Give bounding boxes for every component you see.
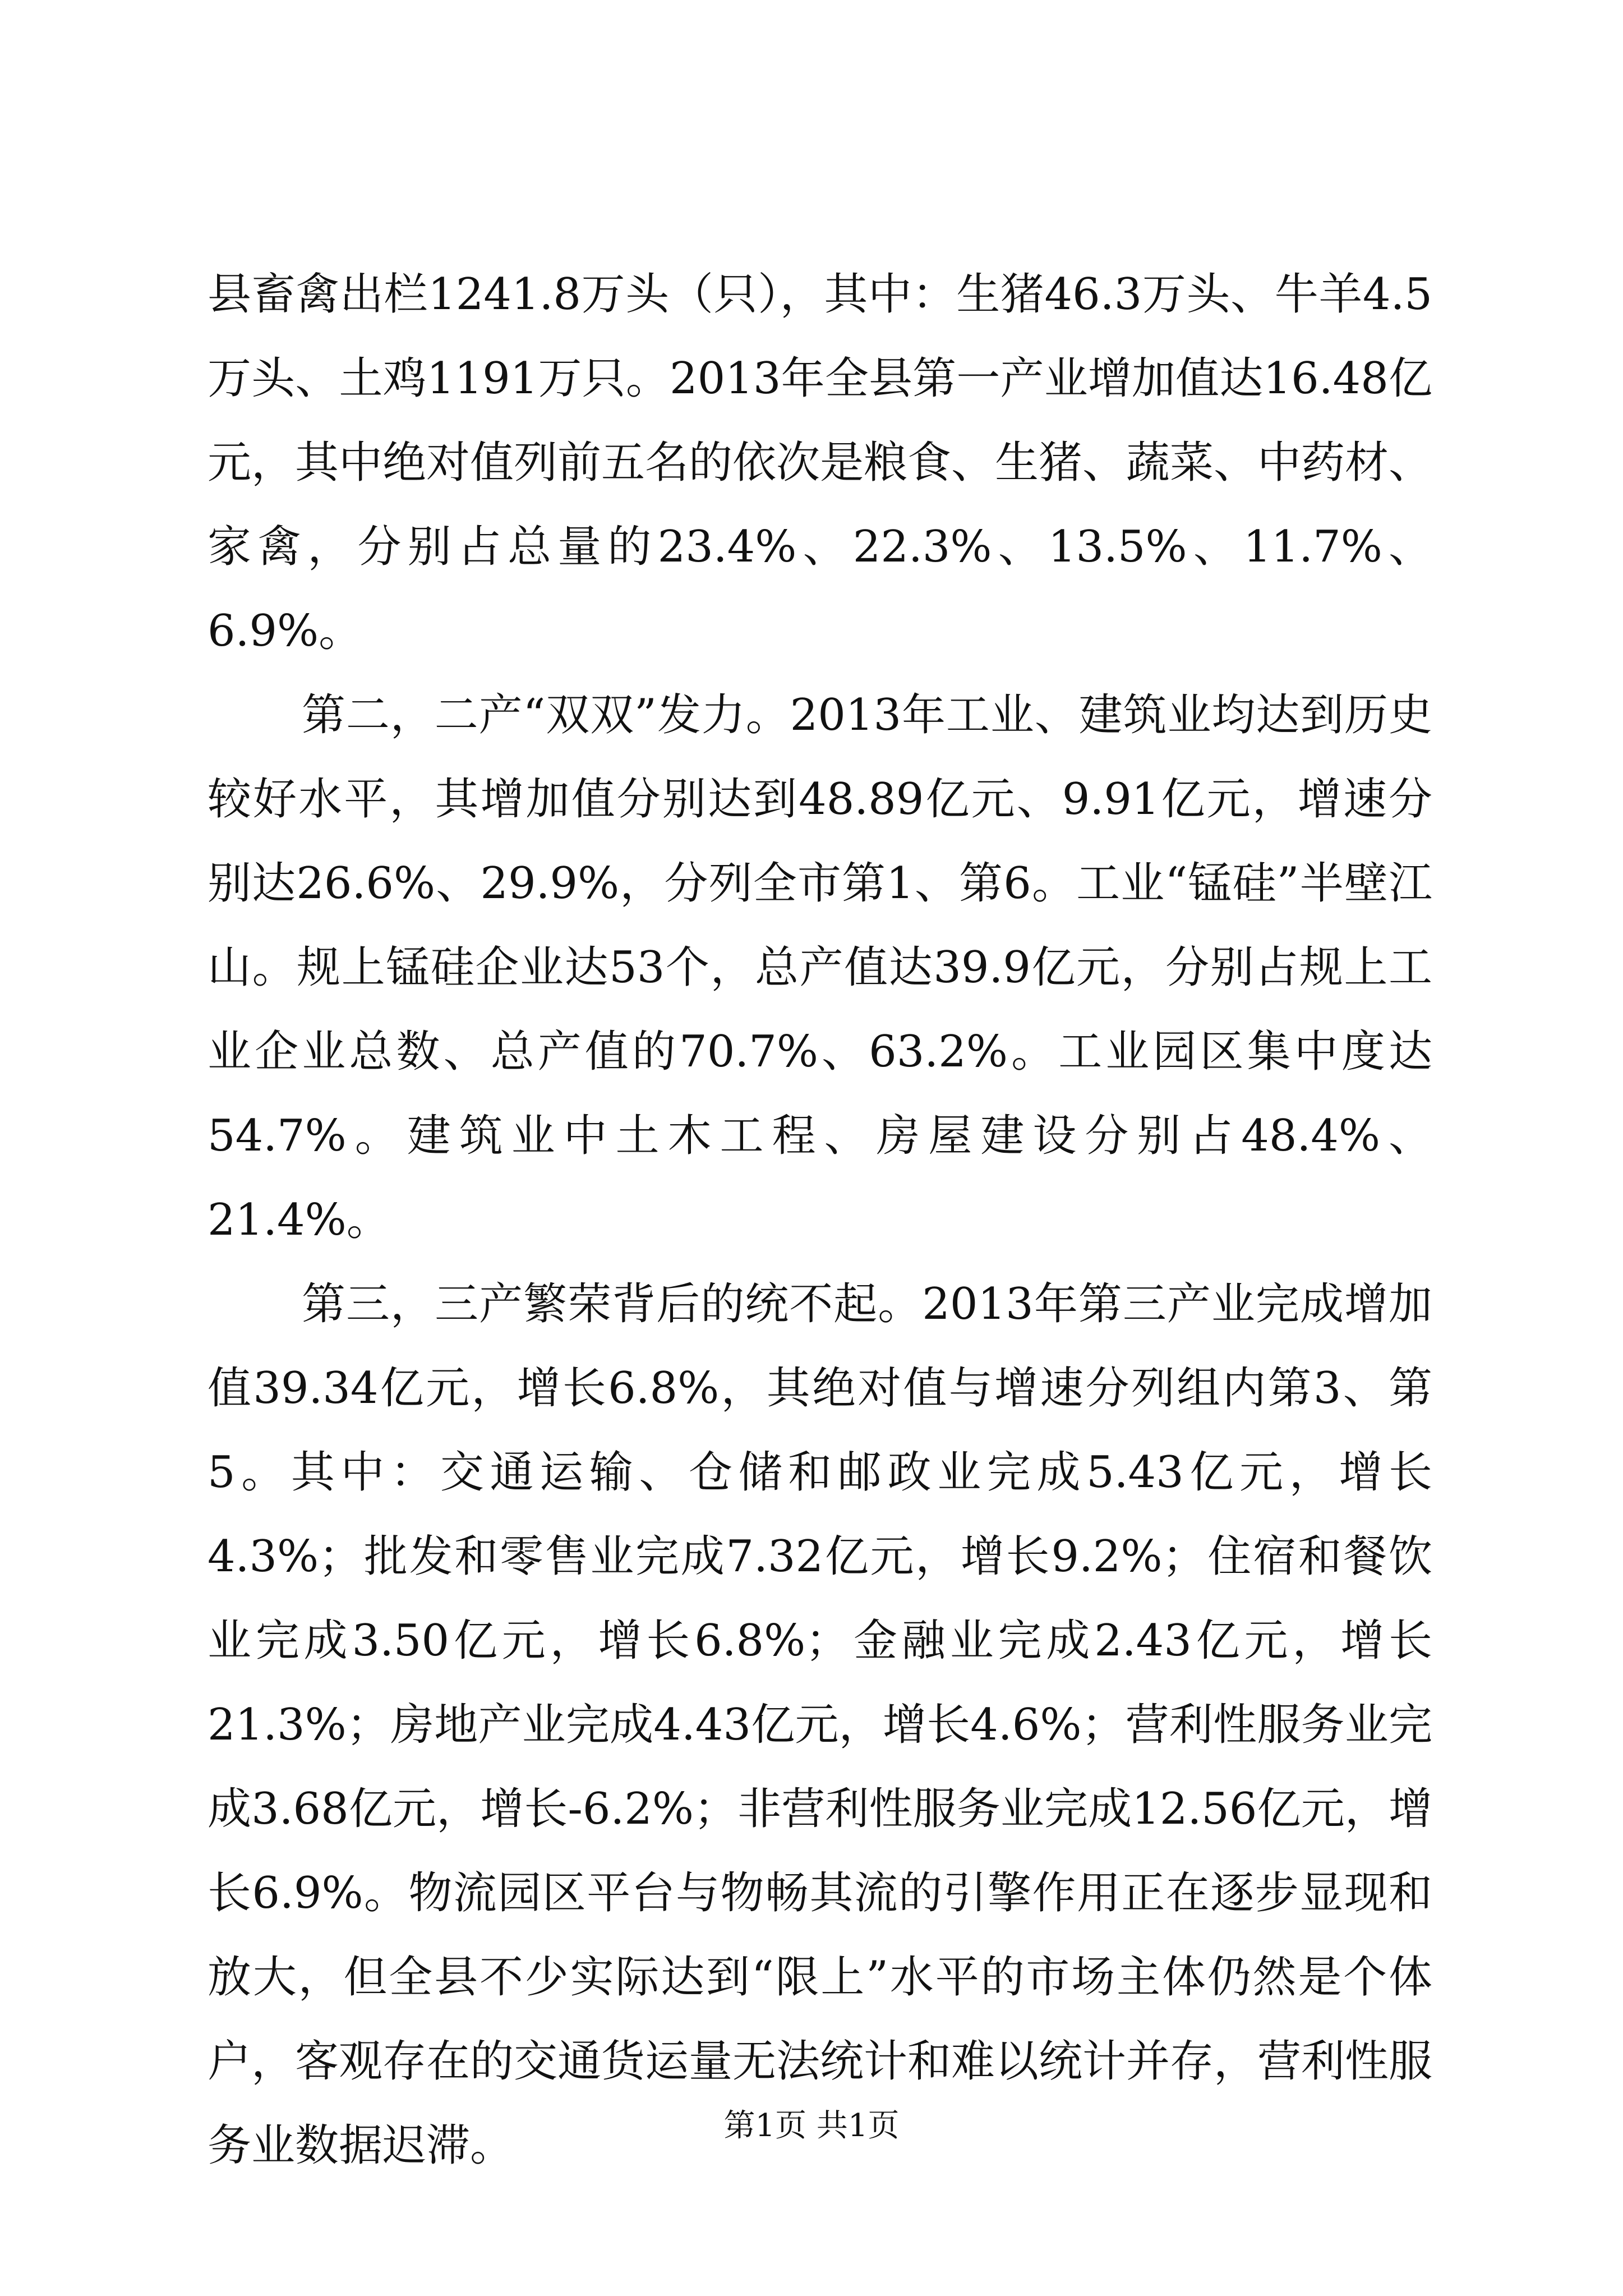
paragraph-livestock: 县畜禽出栏1241.8万头（只），其中：生猪46.3万头、牛羊4.5万头、土鸡1191万只。2013年全县第一产业增加值达16.48亿元，其中绝对值列前五名的依次是粮食、生猪、蔬菜、中药材、家禽，分别占总量的23.4%、22.3%、13.5%、11.7%、6.9%。 — [208, 269, 1433, 656]
page-footer: 第1页 共1页 — [723, 2108, 900, 2144]
document-body — [208, 252, 1432, 2188]
paragraph-secondary-industry: 第二，二产“双双”发力。2013年工业、建筑业均达到历史较好水平，其增加值分别达到48.89亿元、9.91亿元，增速分别达26.6%、29.9%，分列全市第1、第6。工业“锰硅”半壁江山。规上锰硅企业达53个，总产值达39.9亿元，分别占规上工业企业总数、总产值的70.7%、63.2%。工业园区集中度达54.7%。建筑业中土木工程、房屋建设分别占48.4%、21.4%。 — [208, 690, 1432, 1245]
paragraph-tertiary-industry: 第三，三产繁荣背后的统不起。2013年第三产业完成增加值39.34亿元，增长6.8%，其绝对值与增速分列组内第3、第5。其中：交通运输、仓储和邮政业完成5.43亿元，增长4.3%；批发和零售业完成7.32亿元，增长9.2%；住宿和餐饮业完成3.50亿元，增长6.8%；金融业完成2.43亿元，增长21.3%；房地产业完成4.43亿元，增长4.6%；营利性服务业完成3.68亿元，增长-6.2%；非营利性服务业完成12.56亿元，增长6.9%。物流园区平台与物畅其流的引擎作用正在逐步显现和放大，但全县不少实际达到“限上”水平的市场主体仍然是个体户，客观存在的交通货运量无法统计和难以统计并存，营利性服务业数据迟滞。 — [208, 1279, 1433, 2171]
